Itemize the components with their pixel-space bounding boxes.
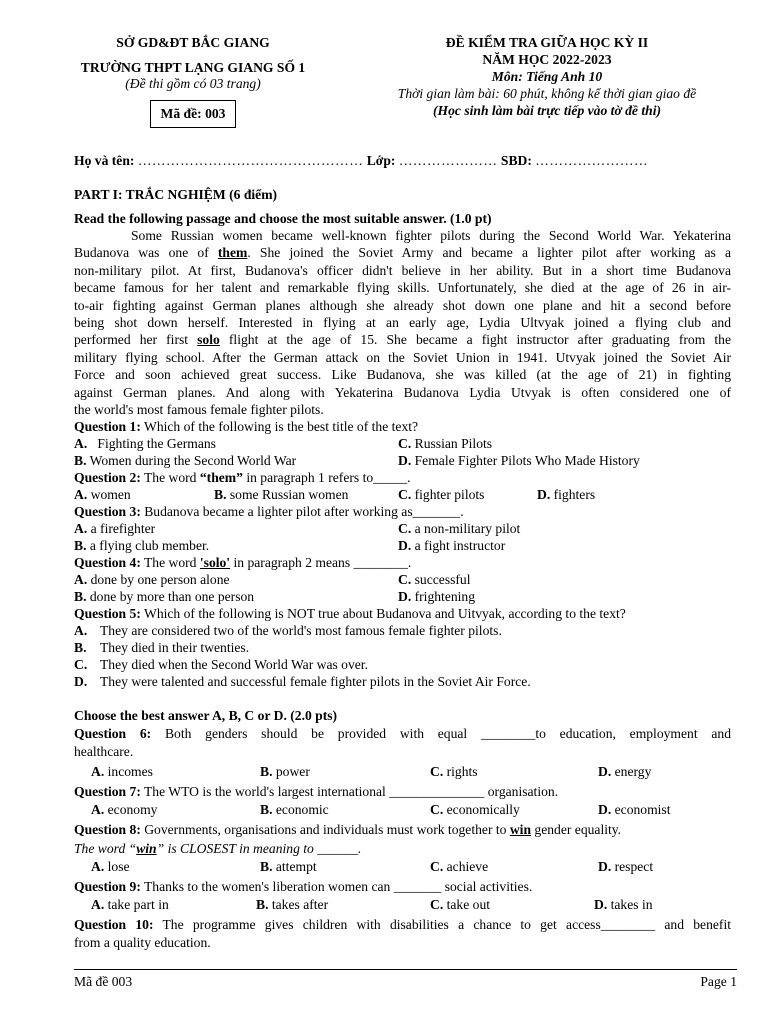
option-c[interactable]: C. take out <box>430 896 491 912</box>
option-b[interactable]: B. power <box>260 763 310 779</box>
question-4-options-row <box>74 588 731 605</box>
question-6-options-row <box>74 763 731 782</box>
question-label: Question 7: <box>74 783 141 799</box>
question-label: Question 3: <box>74 503 141 519</box>
option-a[interactable]: A. economy <box>91 801 158 817</box>
student-info-line <box>74 152 731 169</box>
passage-line: non-military pilot. At first, Budanova's officer didn't believe in her ability. But in a short time Budanova <box>74 262 731 278</box>
option-a[interactable]: A. They are considered two of the world's most famous female fighter pilots. <box>74 622 502 638</box>
header-left <box>62 33 324 128</box>
page-footer <box>74 969 737 989</box>
option-d[interactable]: D. They were talented and successful female fighter pilots in the Soviet Air Force. <box>74 673 531 689</box>
option-a[interactable]: A. Fighting the Germans <box>74 435 216 451</box>
option-c[interactable]: C. achieve <box>430 858 489 874</box>
question-5 <box>74 605 731 622</box>
option-d[interactable]: D. takes in <box>594 896 653 912</box>
passage-line: became famous for her talent and remarkable flying skills. Unfortunately, she died at the age of 26 in air- <box>74 280 731 296</box>
question-text: gender equality. <box>531 821 622 837</box>
question-10 <box>74 915 731 934</box>
name-field[interactable]: ………………………………………… <box>137 153 364 168</box>
option-d[interactable]: D. frightening <box>398 588 476 604</box>
option-c[interactable]: C. a non-military pilot <box>398 520 521 536</box>
subject: Môn: Tiếng Anh 10 <box>491 69 603 84</box>
sbd-label: SBD: <box>500 153 532 168</box>
passage-line: against German planes. And along with Yekaterina Budanova Lydia Utvyak is often considered one of <box>74 384 731 400</box>
passage-line: to-air fighting against German planes although she already shot down one plane and hit a second before <box>74 297 731 313</box>
option-d[interactable]: D. energy <box>598 763 652 779</box>
question-text: in paragraph 1 refers to_____. <box>242 469 411 485</box>
option-b[interactable]: B. Women during the Second World War <box>74 452 297 468</box>
option-c[interactable]: C. Russian Pilots <box>398 435 493 451</box>
footer-page-number: Page 1 <box>700 974 737 989</box>
sbd-field[interactable]: …………………… <box>535 153 649 168</box>
footer-exam-code: Mã đề 003 <box>74 974 133 989</box>
question-4 <box>74 554 731 571</box>
question-keyword: win <box>136 840 157 856</box>
question-text: The word <box>140 554 200 570</box>
exam-instruction: (Học sinh làm bài trực tiếp vào tờ đề thi) <box>432 103 662 118</box>
question-text: Thanks to the women's liberation women can _______ social activities. <box>140 878 533 894</box>
option-b[interactable]: B. a flying club member. <box>74 537 210 553</box>
passage-line: military flying school. After the German attack on the Soviet Union in 1941. Utvyak joined the Soviet Air <box>74 349 731 365</box>
option-b[interactable]: B. They died in their twenties. <box>74 639 250 655</box>
question-text: ” is CLOSEST in meaning to ______. <box>156 840 362 856</box>
class-label: Lớp: <box>366 153 396 168</box>
question-7 <box>74 782 731 801</box>
question-label: Question 9: <box>74 878 141 894</box>
option-a[interactable]: A. incomes <box>91 763 153 779</box>
question-1 <box>74 418 731 435</box>
department-name: SỞ GD&ĐT BẮC GIANG <box>116 35 270 50</box>
question-text: Both genders should be provided with equal ________to education, employment and <box>151 725 731 741</box>
passage-word-solo: solo <box>197 332 220 348</box>
question-3-options-row <box>74 537 731 554</box>
question-6 <box>74 724 731 743</box>
school-name: TRƯỜNG THPT LẠNG GIANG SỐ 1 <box>80 60 306 75</box>
passage-text: performed her first <box>74 332 198 348</box>
option-a[interactable]: A. women <box>74 486 131 502</box>
question-text: Governments, organisations and individuals must work together to <box>140 821 510 837</box>
passage-line <box>74 331 731 348</box>
question-9 <box>74 877 731 896</box>
option-c[interactable]: C. They died when the Second World War was over. <box>74 656 368 672</box>
question-2 <box>74 469 731 486</box>
question-text: The WTO is the world's largest international ______________ organisation. <box>140 783 559 799</box>
question-text: The programme gives children with disabilities a chance to get access________ and benefit <box>153 916 731 932</box>
option-b[interactable]: B. economic <box>260 801 329 817</box>
question-9-options-row <box>74 896 731 915</box>
passage-line: being shot down herself. Interested in flying at an early age, Lydia Ultvyak joined a flying club and <box>74 314 731 330</box>
question-keyword: win <box>509 821 531 837</box>
passage-line: Force and soon achieved great success. Like Budanova, she was killed (at the age of 21) in fighting <box>74 367 731 383</box>
exam-title: ĐỀ KIỂM TRA GIỮA HỌC KỲ II <box>445 35 649 50</box>
name-label: Họ và tên: <box>74 153 135 168</box>
school-year: NĂM HỌC 2022-2023 <box>482 52 612 67</box>
option-b[interactable]: B. attempt <box>260 858 317 874</box>
passage-text: flight at the age of 15. She became a fight instructor after graduating from the <box>219 332 731 348</box>
reading-instruction: Read the following passage and choose the most suitable answer. (1.0 pt) <box>74 211 492 226</box>
question-label: Question 1: <box>74 418 141 434</box>
option-b[interactable]: B. takes after <box>256 896 329 912</box>
question-1-options-row <box>74 452 731 469</box>
passage-line: Some Russian women became well-known fighter pilots during the Second World War. Yekaterina <box>131 228 731 243</box>
option-a[interactable]: A. lose <box>91 858 130 874</box>
question-8-subline <box>74 839 731 858</box>
passage-word-them: them <box>217 245 248 261</box>
question-3 <box>74 503 731 520</box>
class-field[interactable]: ………………… <box>398 153 498 168</box>
option-c[interactable]: C. fighter pilots <box>398 486 485 502</box>
passage-text: . She joined the Soviet Army and became a lighter pilot after working as a <box>247 245 731 261</box>
part1-title: PART I: TRẮC NGHIỆM (6 điểm) <box>74 187 278 202</box>
option-d[interactable]: D. a fight instructor <box>398 537 506 553</box>
time-allowed: Thời gian làm bài: 60 phút, không kể thời gian giao đề <box>397 86 697 101</box>
question-text: Budanova became a lighter pilot after working as_______. <box>140 503 464 519</box>
question-text: Which of the following is NOT true about Budanova and Uitvyak, according to the text? <box>140 605 626 621</box>
question-text: Which of the following is the best title of the text? <box>140 418 419 434</box>
question-text: The word <box>140 469 200 485</box>
question-6-continued: healthcare. <box>74 743 134 759</box>
option-a[interactable]: A. take part in <box>91 896 169 912</box>
option-c[interactable]: C. successful <box>398 571 471 587</box>
option-a[interactable]: A. a firefighter <box>74 520 156 536</box>
question-keyword: “them” <box>199 469 243 485</box>
question-2-options-row <box>74 486 731 503</box>
question-8 <box>74 820 731 839</box>
question-label: Question 4: <box>74 554 141 570</box>
option-d[interactable]: D. Female Fighter Pilots Who Made History <box>398 452 640 468</box>
question-text: in paragraph 2 means ________. <box>230 554 412 570</box>
question-text: The word “ <box>74 840 137 856</box>
question-7-options-row <box>74 801 731 820</box>
exam-content <box>74 152 731 951</box>
question-label: Question 5: <box>74 605 141 621</box>
header-right <box>337 33 757 120</box>
question-label: Question 6: <box>74 725 152 741</box>
question-keyword: 'solo' <box>199 554 231 570</box>
option-b[interactable]: B. some Russian women <box>214 486 349 502</box>
option-b[interactable]: B. done by more than one person <box>74 588 255 604</box>
option-c[interactable]: C. rights <box>430 763 478 779</box>
question-10-continued: from a quality education. <box>74 934 211 950</box>
option-a[interactable]: A. done by one person alone <box>74 571 230 587</box>
question-label: Question 10: <box>74 916 154 932</box>
option-d[interactable]: D. economist <box>598 801 671 817</box>
question-label: Question 8: <box>74 821 141 837</box>
reading-passage <box>74 227 731 418</box>
pages-note: (Đề thi gồm có 03 trang) <box>125 76 261 91</box>
question-8-options-row <box>74 858 731 877</box>
question-1-options-row <box>74 435 731 452</box>
passage-text: Budanova was one of <box>74 245 218 261</box>
choose-instruction: Choose the best answer A, B, C or D. (2.0 pts) <box>74 707 338 723</box>
option-d[interactable]: D. respect <box>598 858 654 874</box>
option-c[interactable]: C. economically <box>430 801 520 817</box>
question-label: Question 2: <box>74 469 141 485</box>
question-3-options-row <box>74 520 731 537</box>
exam-code-box: Mã đề: 003 <box>150 100 237 128</box>
option-d[interactable]: D. fighters <box>537 486 596 502</box>
passage-line: the world's most famous female fighter pilots. <box>74 401 324 417</box>
exam-header <box>62 33 742 143</box>
question-4-options-row <box>74 571 731 588</box>
passage-line <box>74 244 731 261</box>
